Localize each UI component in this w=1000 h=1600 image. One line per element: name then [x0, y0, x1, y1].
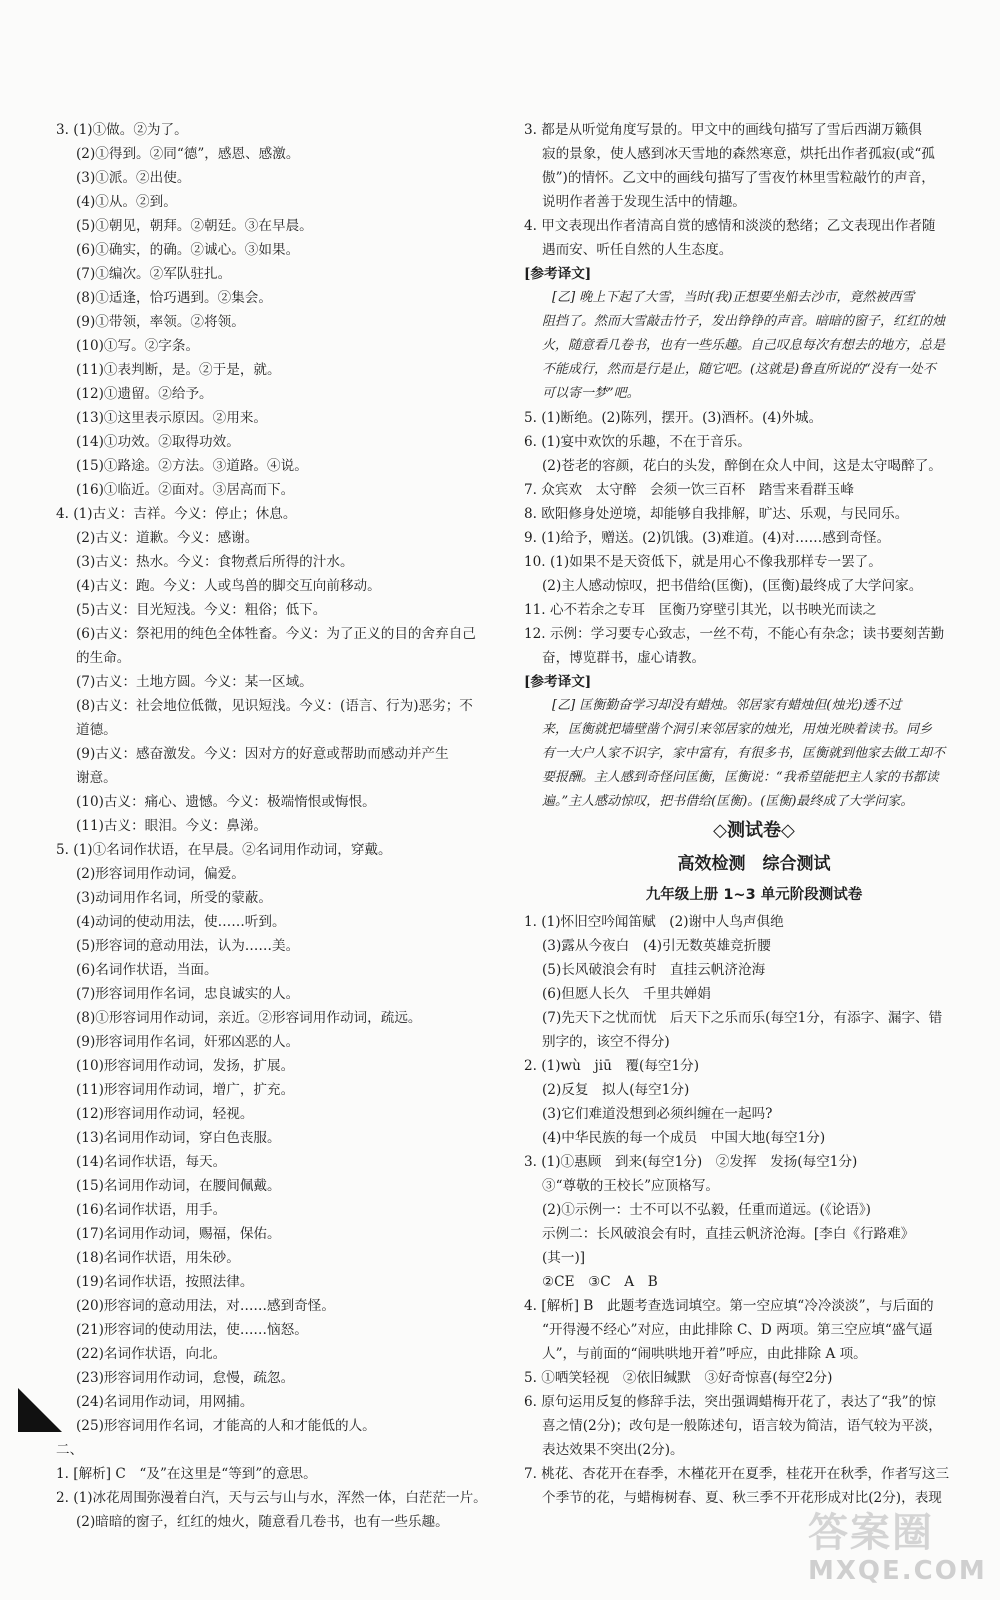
answer-line: 5. (1)①名词作状语，在早晨。②名词用作动词，穿戴。: [56, 842, 392, 858]
answer-line: (4)古义：跑。今义：人或鸟兽的脚交互向前移动。: [76, 578, 381, 594]
answer-line: (2)反复 拟人(每空1分): [542, 1082, 690, 1098]
answer-line: (11)形容词用作动词，增广，扩充。: [76, 1082, 295, 1098]
answer-line: 1. [解析] C “及”在这里是“等到”的意思。: [56, 1466, 317, 1482]
answer-line: (22)名词作状语，向北。: [76, 1346, 227, 1362]
answer-line: 5. ①哂笑轻视 ②依旧缄默 ③好奇惊喜(每空2分): [524, 1370, 833, 1386]
answer-line: 不能成行，然而是行是止，随它吧。(这就是)鲁直所说的“没有一处不: [542, 362, 936, 377]
answer-line: (5)①朝见，朝拜。②朝廷。③在早晨。: [76, 218, 313, 234]
answer-line: (9)形容词用作名词，奸邪凶恶的人。: [76, 1034, 300, 1050]
answer-line: 谢意。: [76, 770, 117, 786]
answer-line: 4. 甲文表现出作者清高自赏的感情和淡淡的愁绪；乙文表现出作者随: [524, 218, 936, 234]
answer-line: (其一)]: [542, 1250, 586, 1266]
answer-line: 12. 示例：学习要专心致志，一丝不苟，不能心有杂念；读书要刻苦勤: [524, 626, 945, 642]
answer-line: 2. (1)冰花周围弥漫着白汽，天与云与山与水，浑然一体，白茫茫一片。: [56, 1490, 487, 1506]
answer-line: (2)暗暗的窗子，红红的烛火，随意看几卷书，也有一些乐趣。: [76, 1514, 449, 1530]
answer-line: 11. 心不若余之专耳 匡衡乃穿壁引其光，以书映光而读之: [524, 602, 877, 618]
answer-line: [乙] 晚上下起了大雪，当时(我)正想要坐船去沙市，竟然被西雪: [552, 290, 915, 305]
answer-line: ◇测试卷◇: [713, 820, 795, 841]
answer-line: 3. (1)①惠顾 到来(每空1分) ②发挥 发扬(每空1分): [524, 1154, 858, 1170]
answer-line: 9. (1)给予，赠送。(2)饥饿。(3)难道。(4)对……感到奇怪。: [524, 530, 891, 546]
answer-line: (16)名词作状语，用手。: [76, 1202, 227, 1218]
answer-line: 6. 原句运用反复的修辞手法，突出强调蜡梅开花了，表达了“我”的惊: [524, 1394, 936, 1410]
answer-line: 火，随意看几卷书，也有一些乐趣。自己叹息每次有想去的地方，总是: [542, 338, 946, 353]
answer-line: 奋，博览群书，虚心请教。: [542, 650, 706, 666]
answer-line: (7)形容词用作名词，忠良诚实的人。: [76, 986, 300, 1002]
answer-line: 遇而安、听任自然的人生态度。: [542, 242, 733, 258]
answer-line: 高效检测 综合测试: [677, 854, 831, 874]
answer-line: (12)形容词用作动词，轻视。: [76, 1106, 254, 1122]
answer-line: (13)①这里表示原因。②用来。: [76, 410, 268, 426]
answer-line: ③“尊敬的王校长”应顶格写。: [542, 1178, 720, 1194]
answer-line: 3. (1)①做。②为了。: [56, 122, 188, 138]
answer-line: 的生命。: [76, 650, 131, 666]
answer-line: 10. (1)如果不是天资低下，就是用心不像我那样专一罢了。: [524, 554, 882, 570]
answer-line: (15)①路途。②方法。③道路。④说。: [76, 458, 308, 474]
answer-line: 3. 都是从听觉角度写景的。甲文中的画线句描写了雪后西湖万籁俱: [524, 122, 922, 138]
answer-line: (2)①示例一：士不可以不弘毅，任重而道远。(《论语》): [542, 1202, 871, 1218]
answer-line: (10)古义：痛心、遗憾。今义：极端惰恨或悔恨。: [76, 794, 376, 810]
answer-line: (19)名词作状语，按照法律。: [76, 1274, 254, 1290]
answer-line: (18)名词作状语，用朱砂。: [76, 1250, 240, 1266]
answer-line: 别字的，该空不得分): [542, 1034, 670, 1050]
answer-line: [参考译文]: [524, 266, 592, 282]
answer-line: 九年级上册 1~3 单元阶段测试卷: [645, 887, 863, 903]
answer-line: (25)形容词用作名词，才能高的人和才能低的人。: [76, 1418, 376, 1434]
answer-line: (8)古义：社会地位低微，见识短浅。今义：(语言、行为)恶劣；不: [76, 698, 473, 714]
answer-line: 7. 桃花、杏花开在春季，木槿花开在夏季，桂花开在秋季，作者写这三: [524, 1466, 950, 1482]
answer-line: 喜之情(2分)；改句是一般陈述句，语言较为简洁，语气较为平淡，: [542, 1418, 942, 1434]
answer-line: (3)动词用作名词，所受的蒙蔽。: [76, 890, 272, 906]
answer-line: (6)①确实，的确。②诚心。③如果。: [76, 242, 300, 258]
answer-line: (6)名词作状语，当面。: [76, 962, 218, 978]
answer-line: (5)古义：目光短浅。今义：粗俗；低下。: [76, 602, 327, 618]
answer-line: (10)①写。②字条。: [76, 338, 200, 354]
answer-line: (24)名词用作动词，用网捕。: [76, 1394, 254, 1410]
answer-line: “开得漫不经心”对应，由此排除 C、D 两项。第三空应填“盛气逼: [542, 1322, 933, 1338]
answer-line: (14)名词作状语，每天。: [76, 1154, 227, 1170]
answer-line: (6)古义：祭祀用的纯色全体牲畜。今义：为了正义的目的舍弃自己: [76, 626, 476, 642]
answer-line: 8. 欧阳修身处逆境，却能够自我排解，旷达、乐观，与民同乐。: [524, 506, 909, 522]
answer-line: (2)①得到。②同“德”，感恩、感激。: [76, 146, 300, 162]
answer-line: (2)主人感动惊叹，把书借给(匡衡)，(匡衡)最终成了大学问家。: [542, 578, 923, 594]
answer-line: (3)它们难道没想到必须纠缠在一起吗?: [542, 1106, 773, 1122]
answer-line: (21)形容词的使动用法，使……恼怒。: [76, 1322, 308, 1338]
answer-line: (16)①临近。②面对。③居高而下。: [76, 482, 295, 498]
answer-line: 个季节的花，与蜡梅树春、夏、秋三季不开花形成对比(2分)，表现: [542, 1490, 942, 1506]
answer-line: (2)古义：道歉。今义：感谢。: [76, 530, 259, 546]
answer-line: 4. [解析] B 此题考查选词填空。第一空应填“冷冷淡淡”，与后面的: [524, 1298, 934, 1314]
answer-line: 来，匡衡就把墙壁凿个洞引来邻居家的烛光，用烛光映着读书。同乡: [542, 722, 933, 737]
answer-line: (20)形容词的意动用法，对……感到奇怪。: [76, 1298, 335, 1314]
answer-line: (9)古义：感奋激发。今义：因对方的好意或帮助而感动并产生: [76, 746, 449, 762]
answer-line: (14)①功效。②取得功效。: [76, 434, 240, 450]
answer-line: (8)①适逢，恰巧遇到。②集会。: [76, 290, 272, 306]
answer-line: [乙] 匡衡勤奋学习却没有蜡烛。邻居家有蜡烛但(烛光)透不过: [552, 698, 902, 713]
answer-line: (8)①形容词用作动词，亲近。②形容词用作动词，疏远。: [76, 1010, 422, 1026]
answer-line: (2)形容词用作动词，偏爱。: [76, 866, 245, 882]
answer-line: 示例二：长风破浪会有时，直挂云帆济沧海。[李白《行路难》: [542, 1226, 915, 1242]
answer-line: ②CE ③C A B: [542, 1274, 658, 1290]
answer-line: (7)先天下之忧而忧 后天下之乐而乐(每空1分，有添字、漏字、错: [542, 1010, 943, 1026]
answer-line: (2)苍老的容颜，花白的头发，醉倒在众人中间，这是太守喝醉了。: [542, 458, 942, 474]
answer-line: 人”，与前面的“闹哄哄地开着”呼应，由此排除 A 项。: [542, 1346, 867, 1362]
answer-line: 4. (1)古义：吉祥。今义：停止；休息。: [56, 506, 297, 522]
watermark-url: MXQE.COM: [808, 1556, 987, 1586]
answer-line: 6. (1)宴中欢饮的乐趣，不在于音乐。: [524, 434, 751, 450]
answer-line: (7)古义：土地方圆。今义：某一区域。: [76, 674, 313, 690]
answer-line: (3)露从今夜白 (4)引无数英雄竞折腰: [542, 938, 771, 954]
answer-line: (17)名词用作动词，赐福，保佑。: [76, 1226, 281, 1242]
answer-line: [参考译文]: [524, 674, 592, 690]
answer-line: (11)①表判断，是。②于是，就。: [76, 362, 281, 378]
corner-triangle-mark: [18, 1388, 62, 1432]
answer-line: 寂的景象，使人感到冰天雪地的森然寒意，烘托出作者孤寂(或“孤: [542, 146, 935, 162]
answer-line: (4)①从。②到。: [76, 194, 177, 210]
answer-line: (6)但愿人长久 千里共婵娟: [542, 986, 711, 1002]
answer-line: (15)名词用作动词，在腰间佩戴。: [76, 1178, 281, 1194]
answer-line: (5)形容词的意动用法，认为……美。: [76, 938, 300, 954]
answer-line: (3)古义：热水。今义：食物煮后所得的汁水。: [76, 554, 354, 570]
answer-line: (5)长风破浪会有时 直挂云帆济沧海: [542, 962, 766, 978]
answer-line: 有一大户人家不识字，家中富有，有很多书，匡衡就到他家去做工却不: [542, 746, 946, 761]
answer-line: (12)①遗留。②给予。: [76, 386, 213, 402]
answer-line: (13)名词用作动词，穿白色丧服。: [76, 1130, 281, 1146]
answer-line: (11)古义：眼泪。今义：鼻涕。: [76, 818, 268, 834]
answer-line: (7)①编次。②军队驻扎。: [76, 266, 232, 282]
right-column: [524, 118, 984, 1510]
left-column: [56, 118, 494, 1534]
answer-line: 7. 众宾欢 太守醉 会须一饮三百杯 踏雪来看群玉峰: [524, 482, 854, 498]
answer-line: 说明作者善于发现生活中的情趣。: [542, 194, 746, 210]
answer-line: (23)形容词用作动词，怠慢，疏忽。: [76, 1370, 295, 1386]
answer-line: 遍。”主人感动惊叹，把书借给(匡衡)。(匡衡)最终成了大学问家。: [542, 794, 914, 809]
answer-line: (10)形容词用作动词，发扬，扩展。: [76, 1058, 295, 1074]
answer-line: (9)①带领，率领。②将领。: [76, 314, 245, 330]
answer-line: (4)中华民族的每一个成员 中国大地(每空1分): [542, 1130, 826, 1146]
answer-line: 道德。: [76, 722, 117, 738]
answer-line: 表达效果不突出(2分)。: [542, 1442, 684, 1458]
answer-line: 可以寄一梦”吧。: [542, 386, 640, 401]
answer-line: (4)动词的使动用法，使……听到。: [76, 914, 286, 930]
answer-line: 2. (1)wù jiū 覆(每空1分): [524, 1058, 700, 1074]
answer-line: 1. (1)怀旧空吟闻笛赋 (2)谢中人鸟声俱绝: [524, 914, 784, 930]
answer-line: 阻挡了。然而大雪敲击竹子，发出铮铮的声音。暗暗的窗子，红红的烛: [542, 314, 946, 329]
answer-line: 二、: [56, 1442, 84, 1458]
answer-line: (3)①派。②出使。: [76, 170, 191, 186]
watermark-logo: 答案圈: [808, 1510, 934, 1556]
answer-line: 傲”)的情怀。乙文中的画线句描写了雪夜竹林里雪粒敲竹的声音，: [542, 170, 935, 186]
answer-line: 5. (1)断绝。(2)陈列，摆开。(3)酒杯。(4)外城。: [524, 410, 823, 426]
answer-line: 要报酬。主人感到奇怪问匡衡，匡衡说：“我希望能把主人家的书都读: [542, 770, 939, 785]
